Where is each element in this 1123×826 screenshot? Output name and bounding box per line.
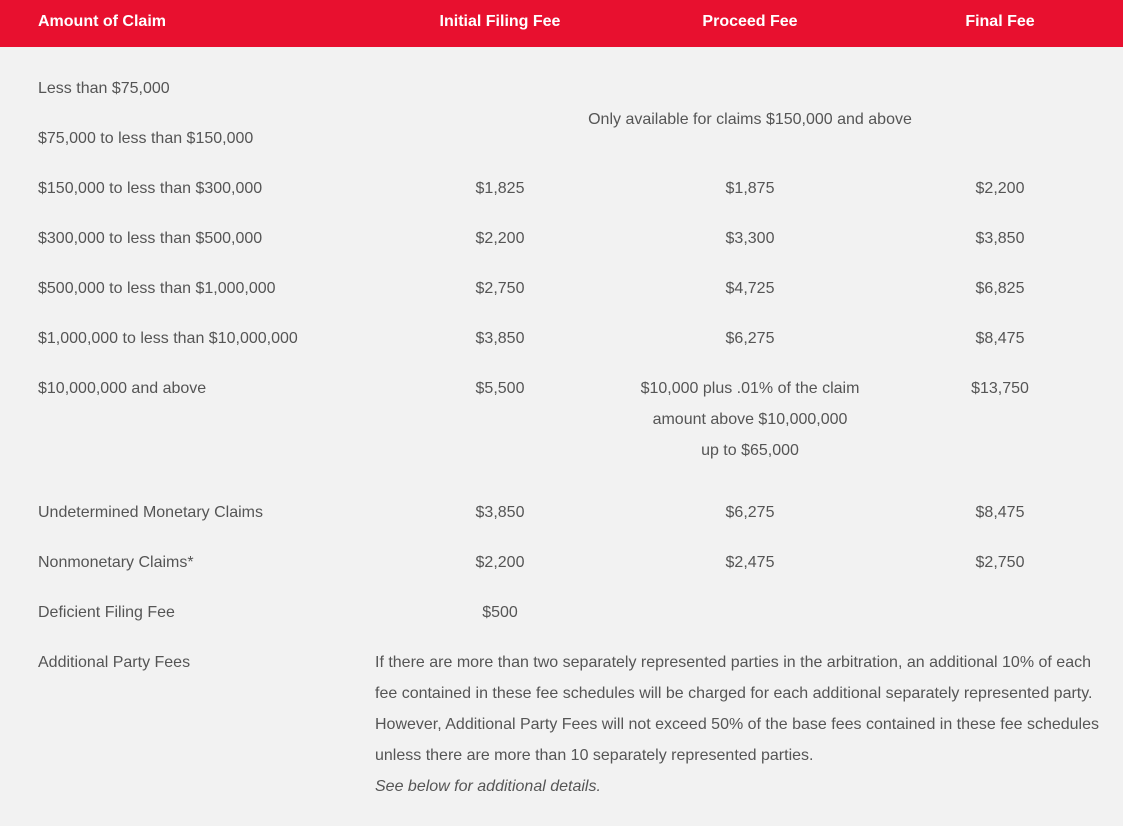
row-proceed-fee: $6,275 xyxy=(725,330,775,347)
row-proceed-fee: $1,875 xyxy=(725,180,775,197)
row-amount: $300,000 to less than $500,000 xyxy=(38,230,263,247)
header-proceed-fee: Proceed Fee xyxy=(702,13,798,30)
row-final-fee: $3,850 xyxy=(975,230,1025,247)
row-initial-fee: $2,750 xyxy=(475,280,525,297)
row-amount: Nonmonetary Claims* xyxy=(38,554,194,571)
row-amount: Deficient Filing Fee xyxy=(38,604,175,621)
row-proceed-fee-line: $10,000 plus .01% of the claim xyxy=(640,380,860,397)
row-amount: $1,000,000 to less than $10,000,000 xyxy=(38,330,298,347)
row-proceed-fee: $2,475 xyxy=(725,554,775,571)
row-initial-fee: $3,850 xyxy=(475,330,525,347)
row-amount: $500,000 to less than $1,000,000 xyxy=(38,280,276,297)
row-initial-fee: $500 xyxy=(482,604,518,621)
row-final-fee: $2,750 xyxy=(975,554,1025,571)
row-amount: $75,000 to less than $150,000 xyxy=(38,130,254,147)
row-final-fee: $8,475 xyxy=(975,330,1025,347)
row-final-fee: $2,200 xyxy=(975,180,1025,197)
row-amount: $10,000,000 and above xyxy=(38,380,207,397)
header-initial-filing-fee: Initial Filing Fee xyxy=(439,13,561,30)
header-amount-of-claim: Amount of Claim xyxy=(38,13,166,30)
header-final-fee: Final Fee xyxy=(965,13,1035,30)
row-initial-fee: $5,500 xyxy=(475,380,525,397)
additional-details-note: See below for additional details. xyxy=(375,778,601,795)
row-initial-fee: $3,850 xyxy=(475,504,525,521)
row-amount: $150,000 to less than $300,000 xyxy=(38,180,263,197)
row-proceed-fee-line: up to $65,000 xyxy=(701,442,799,459)
row-proceed-fee: $3,300 xyxy=(725,230,775,247)
merged-availability-note: Only available for claims $150,000 and above xyxy=(588,111,912,128)
row-final-fee: $6,825 xyxy=(975,280,1025,297)
row-proceed-fee-line: amount above $10,000,000 xyxy=(652,411,848,428)
row-amount: Less than $75,000 xyxy=(38,80,170,97)
row-initial-fee: $2,200 xyxy=(475,230,525,247)
table-header xyxy=(0,0,1123,47)
row-initial-fee: $1,825 xyxy=(475,180,525,197)
additional-party-fees-text: If there are more than two separately represented parties in the arbitration, an additional 10% of each fee contained in these fee schedules will be charged for each additional separately represented party. However, Additional Party Fees will not exceed 50% of the base fees contained in these fee schedules unless there are more than 10 separately represented parties. xyxy=(375,654,1099,764)
row-proceed-fee: $6,275 xyxy=(725,504,775,521)
row-amount: Undetermined Monetary Claims xyxy=(38,504,263,521)
row-proceed-fee: $4,725 xyxy=(725,280,775,297)
additional-party-fees-description xyxy=(375,647,1110,802)
row-final-fee: $13,750 xyxy=(971,380,1029,397)
row-amount: Additional Party Fees xyxy=(38,654,191,671)
row-initial-fee: $2,200 xyxy=(475,554,525,571)
row-final-fee: $8,475 xyxy=(975,504,1025,521)
